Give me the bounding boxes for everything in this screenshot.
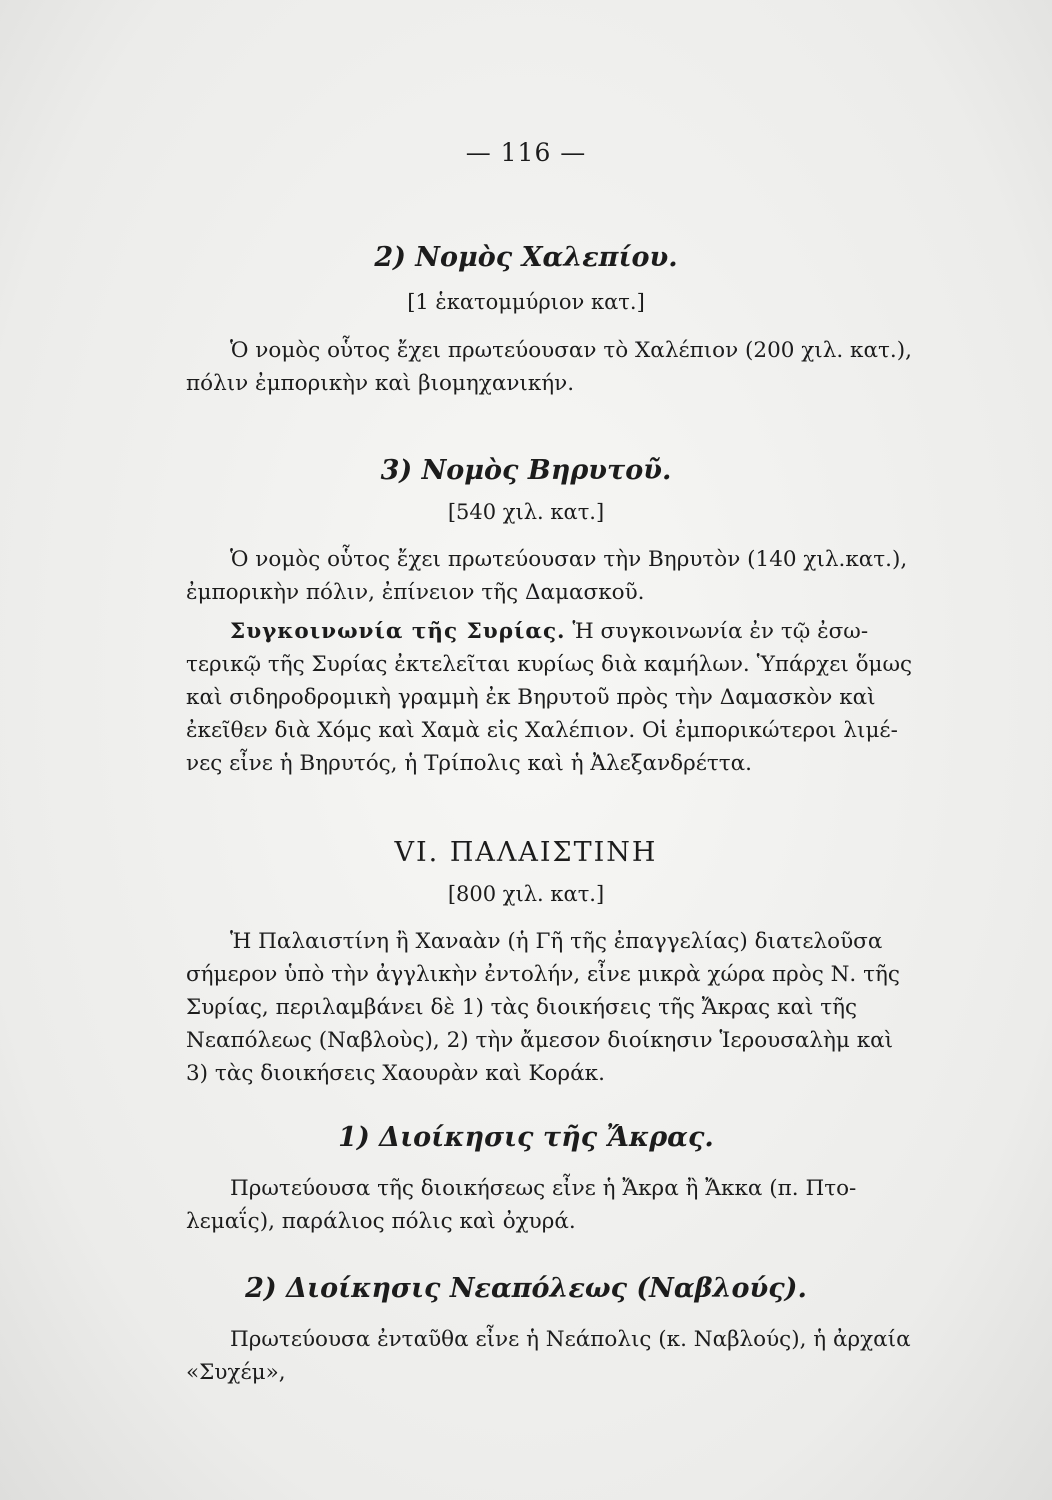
section-heading-neapolis: 2) Διοίκησις Νεαπόλεως (Ναβλούς). xyxy=(245,1273,807,1304)
text-line xyxy=(186,615,950,648)
text-line: Ὁ νομὸς οὗτος ἔχει πρωτεύουσαν τὸ Χαλέπιον (200 χιλ. κατ.), xyxy=(230,338,912,363)
text-line: ἐκεῖθεν διὰ Χόμς καὶ Χαμὰ εἰς Χαλέπιον. Οἱ ἐμπορικώτεροι λιμέ- xyxy=(186,718,898,743)
paragraph-neapolis xyxy=(186,1323,950,1389)
section-heading-beirut: 3) Νομὸς Βηρυτοῦ. xyxy=(380,455,672,486)
text-line: Συρίας, περιλαμβάνει δὲ 1) τὰς διοικήσεις τῆς Ἄκρας καὶ τῆς xyxy=(186,995,858,1020)
text-line: 3) τὰς διοικήσεις Χαουρὰν καὶ Κοράκ. xyxy=(186,1061,605,1086)
communication-first-line: Ἡ συγκοινωνία ἐν τῷ ἐσω- xyxy=(565,619,869,644)
population-palestine: [800 χιλ. κατ.] xyxy=(447,882,605,906)
text-line: σήμερον ὑπὸ τὴν ἀγγλικὴν ἐντολήν, εἶνε μικρὰ χώρα πρὸς Ν. τῆς xyxy=(186,962,900,987)
text-line: πόλιν ἐμπορικὴν καὶ βιομηχανικήν. xyxy=(186,371,575,396)
population-beirut: [540 χιλ. κατ.] xyxy=(447,500,605,524)
text-line: λεμαΐς), παράλιος πόλις καὶ ὀχυρά. xyxy=(186,1209,576,1234)
paragraph-communication xyxy=(186,615,950,780)
text-line: ἐμπορικὴν πόλιν, ἐπίνειον τῆς Δαμασκοῦ. xyxy=(186,580,645,605)
section-heading-akra: 1) Διοίκησις τῆς Ἄκρας. xyxy=(338,1122,714,1153)
text-line: Ἡ Παλαιστίνη ἢ Χαναὰν (ἡ Γῆ τῆς ἐπαγγελίας) διατελοῦσα xyxy=(230,929,883,954)
paragraph-beirut xyxy=(186,543,950,609)
text-line: καὶ σιδηροδρομικὴ γραμμὴ ἐκ Βηρυτοῦ πρὸς τὴν Δαμασκὸν καὶ xyxy=(186,685,876,710)
text-line: νες εἶνε ἡ Βηρυτός, ἡ Τρίπολις καὶ ἡ Ἀλεξανδρέττα. xyxy=(186,751,753,776)
paragraph-aleppo xyxy=(186,334,950,400)
communication-lead: Συγκοινωνία τῆς Συρίας. xyxy=(230,619,566,644)
text-line: Πρωτεύουσα ἐνταῦθα εἶνε ἡ Νεάπολις (κ. Ναβλούς), ἡ ἀρχαία xyxy=(230,1327,911,1352)
paragraph-palestine xyxy=(186,925,950,1090)
page-number: — 116 — xyxy=(465,138,587,167)
section-heading-aleppo: 2) Νομὸς Χαλεπίου. xyxy=(374,242,678,273)
text-line: Ὁ νομὸς οὗτος ἔχει πρωτεύουσαν τὴν Βηρυτὸν (140 χιλ.κατ.), xyxy=(230,547,908,572)
population-aleppo: [1 ἑκατομμύριον κατ.] xyxy=(407,290,645,314)
text-line: Νεαπόλεως (Ναβλοὺς), 2) τὴν ἄμεσον διοίκησιν Ἱερουσαλὴμ καὶ xyxy=(186,1028,894,1053)
paragraph-akra xyxy=(186,1172,950,1238)
text-line: «Συχέμ», xyxy=(186,1360,286,1385)
text-line: Πρωτεύουσα τῆς διοικήσεως εἶνε ἡ Ἄκρα ἢ Ἄκκα (π. Πτο- xyxy=(230,1176,857,1201)
chapter-heading-palestine: VI. ΠΑΛΑΙΣΤΙΝΗ xyxy=(394,837,658,868)
text-line: τερικῷ τῆς Συρίας ἐκτελεῖται κυρίως διὰ καμήλων. Ὑπάρχει ὅμως xyxy=(186,652,913,677)
